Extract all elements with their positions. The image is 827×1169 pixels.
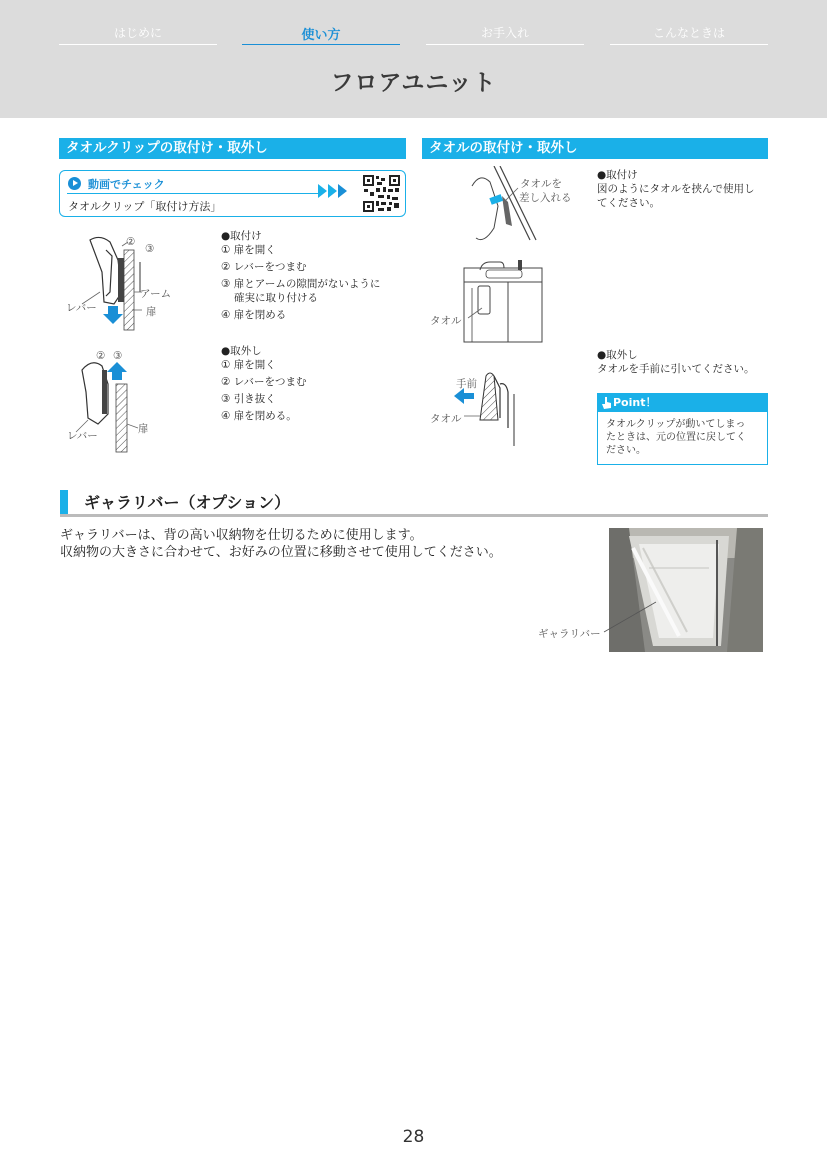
detach-step-2: ② レバーをつまむ	[221, 376, 307, 388]
point-line2: たときは、元の位置に戻してく	[606, 432, 746, 443]
page-title: フロアユニット	[330, 70, 497, 96]
clip-attach-figure	[62, 232, 182, 332]
attach-title: ●取付け	[221, 230, 262, 242]
detach-step-4: ④ 扉を閉める。	[221, 410, 297, 422]
detach-title: ●取外し	[221, 345, 262, 357]
attach-steps	[221, 229, 380, 322]
detach-steps	[221, 344, 307, 423]
towel-attach-text	[597, 168, 755, 210]
pull-front-label: 手前	[456, 378, 477, 390]
detach-step-1: ① 扉を開く	[221, 359, 276, 371]
gallery-line2: 収納物の大きさに合わせて、お好みの位置に移動させて使用してください。	[60, 545, 502, 560]
attach-step-4: ④ 扉を閉める	[221, 309, 287, 321]
gallery-section-heading: ギャラリバー（オプション）	[84, 493, 291, 512]
video-subtitle: タオルクリップ「取付け方法」	[68, 200, 222, 213]
towel-attach-line1: 図のようにタオルを挟んで使用し	[597, 183, 755, 195]
fig2-num2: ②	[96, 350, 106, 362]
insert-label-1: タオルを	[520, 178, 562, 190]
clip-section-heading: タオルクリップの取付け・取外し	[59, 138, 406, 159]
video-divider	[67, 193, 322, 194]
gallery-leader-line	[602, 600, 658, 634]
fig2-lever-label: レバー	[67, 430, 98, 442]
attach-step-2: ② レバーをつまむ	[221, 261, 307, 273]
towel-attach-line2: てください。	[597, 197, 660, 209]
gallery-line1: ギャラリバーは、背の高い収納物を仕切るために使用します。	[60, 528, 423, 543]
gallery-heading-marker	[60, 490, 68, 516]
cabinet-figure	[460, 258, 546, 344]
point-label: Point！	[613, 396, 657, 409]
play-icon[interactable]	[68, 177, 81, 190]
gallery-heading-rule	[60, 514, 768, 517]
tab-tsukaikata[interactable]: 使い方	[242, 24, 400, 45]
towel-detach-line: タオルを手前に引いてください。	[597, 363, 755, 375]
fig2-door-label: 扉	[138, 423, 149, 435]
page-number: 28	[402, 1127, 425, 1147]
chevrons-right-icon	[318, 184, 354, 198]
fig2-num3: ③	[113, 350, 123, 362]
gallery-description	[60, 527, 502, 561]
tab-konnatoki[interactable]: こんなときは	[610, 24, 768, 45]
video-label: 動画でチェック	[88, 178, 165, 191]
fig1-num3: ③	[145, 243, 155, 255]
pull-towel-label: タオル	[430, 413, 462, 425]
attach-step-1: ① 扉を開く	[221, 244, 276, 256]
point-line3: ださい。	[606, 445, 646, 456]
gallery-photo-label: ギャラリバー	[538, 628, 601, 640]
qr-code-icon[interactable]	[362, 174, 401, 213]
fig1-num2: ②	[126, 236, 136, 248]
point-box	[597, 393, 768, 465]
fig1-lever-label: レバー	[66, 302, 97, 314]
towel-detach-text	[597, 348, 755, 376]
towel-attach-title: ●取付け	[597, 169, 638, 181]
towel-section-heading: タオルの取付け・取外し	[422, 138, 768, 159]
attach-step-3-cont: 確実に取り付ける	[234, 292, 318, 304]
tab-hajimeni[interactable]: はじめに	[59, 24, 217, 45]
fig1-door-label: 扉	[146, 306, 157, 318]
video-check-box[interactable]	[59, 170, 406, 217]
point-line1: タオルクリップが動いてしまっ	[606, 419, 746, 430]
point-body	[606, 418, 761, 457]
insert-label-2: 差し入れる	[519, 192, 572, 204]
tab-oteire[interactable]: お手入れ	[426, 24, 584, 45]
attach-step-3: ③ 扉とアームの隙間がないように	[221, 278, 381, 290]
point-header	[598, 394, 767, 412]
towel-detach-title: ●取外し	[597, 349, 638, 361]
fig1-arm-label: アーム	[140, 288, 172, 300]
page-header	[0, 0, 827, 118]
cabinet-towel-label: タオル	[430, 315, 462, 327]
detach-step-3: ③ 引き抜く	[221, 393, 276, 405]
hand-pointer-icon	[601, 396, 613, 410]
